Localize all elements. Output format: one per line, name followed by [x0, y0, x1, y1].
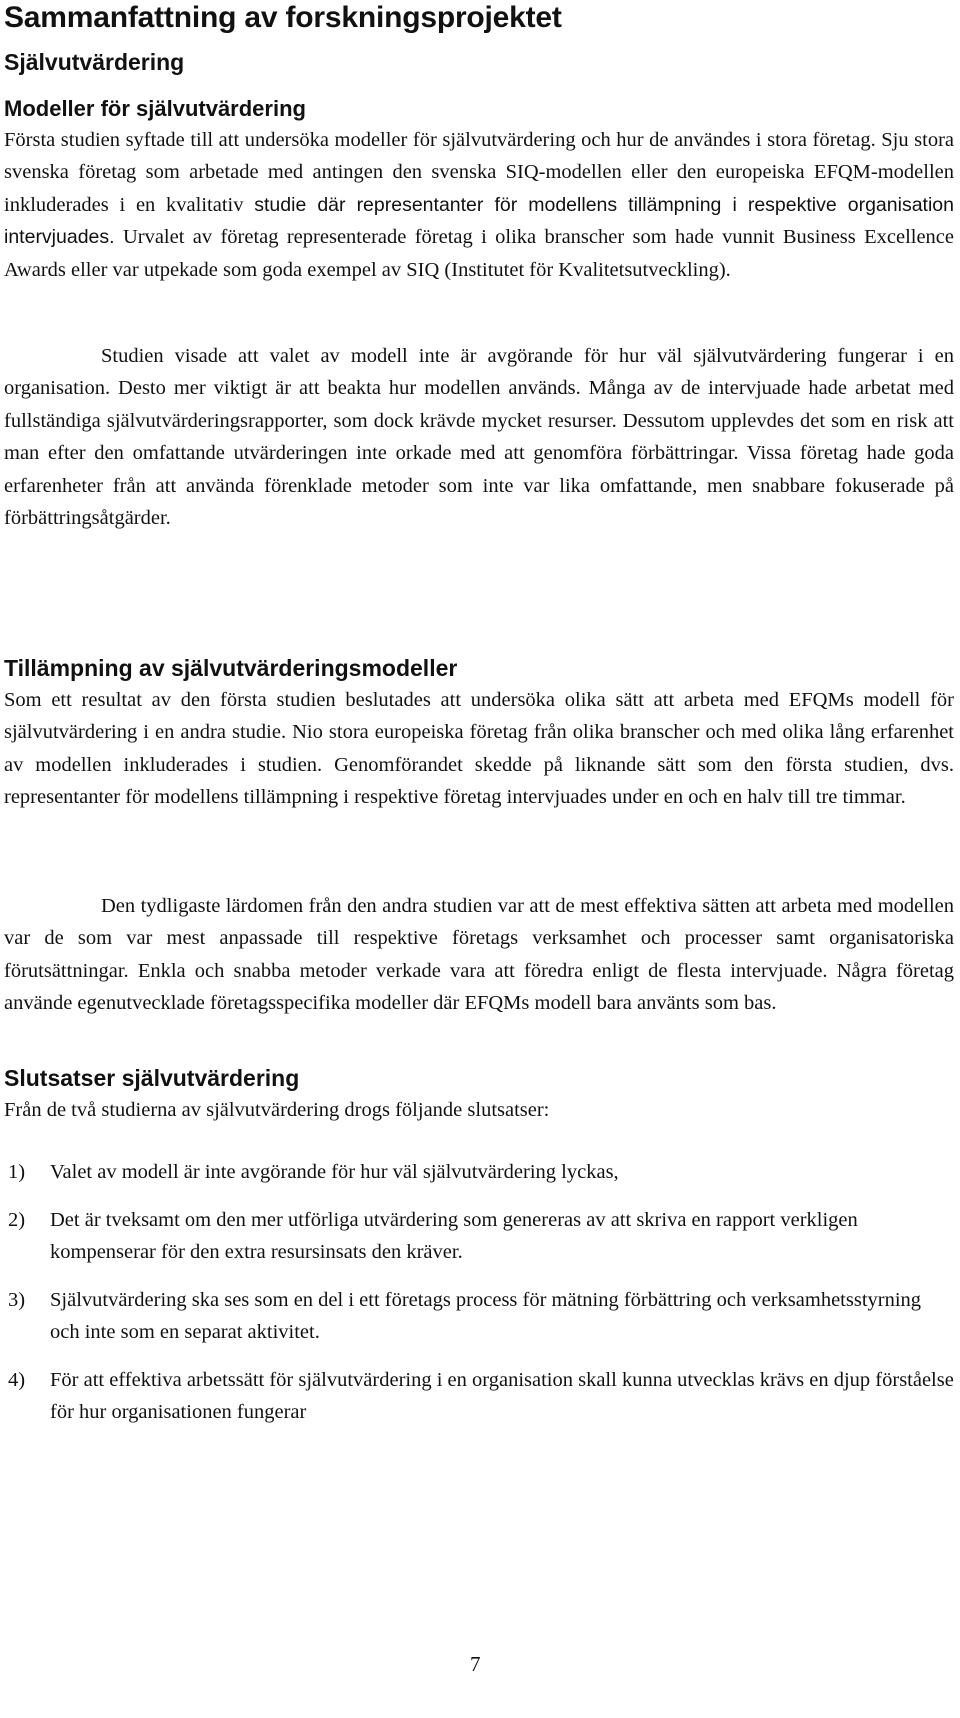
paragraph-slutsatser-intro: Från de två studierna av självutvärdering drogs följande slutsatser: — [4, 1099, 550, 1121]
paragraph-text: Studien visade att valet av modell inte är avgörande för hur väl självutvärdering fungerar i en organisation. Desto mer viktigt är att beakta hur modellen används. Många av de intervjuade hade arbetat med fullständiga självutvärderingsrapporter, som dock krävde mycket resurser. Dessutom upplevdes det som en risk att man efter den omfattande utvärderingen inte orkade med att genomföra förbättringar. Vissa företag hade goda erfarenheter från att använda förenklade metoder som inte var lika omfattande, men snabbare fokuserade på förbättringsåtgärder. — [4, 345, 954, 530]
list-item-number: 3) — [8, 1289, 26, 1311]
section-heading-tillampning: Tillämpning av självutvärderingsmodeller — [4, 655, 458, 681]
paragraph-text: Första studien syftade till att undersöka modeller för självutvärdering och hur de användes i stora företag. Sju stora svenska företag som arbetade med antingen den svenska SIQ-modellen eller den europeiska EFQM-modellen inkluderades i en kvalitativ — [4, 129, 954, 216]
paragraph-text: Urvalet av företag representerade företag i olika branscher som hade vunnit Business Excellence Awards eller var utpekade som goda exempel av SIQ (Institutet för Kvalitetsutveckling). — [4, 226, 955, 281]
list-item — [4, 1364, 954, 1428]
list-item — [4, 1156, 954, 1188]
section-heading-sjalvutvardering: Självutvärdering — [4, 49, 185, 75]
subheading-modeller: Modeller för självutvärdering — [4, 96, 306, 121]
list-item — [4, 1284, 954, 1348]
paragraph-text: Den tydligaste lärdomen från den andra studien var att de mest effektiva sätten att arbeta med modellen var de som var mest anpassade till respektive företags verksamhet och processer samt organisatoriska förutsättningar. Enkla och snabba metoder verkade vara att föredra enligt de flesta intervjuade. Några företag använde egenutvecklade företagsspecifika modeller där EFQMs modell bara använts som bas. — [4, 895, 954, 1015]
list-item-text: Valet av modell är inte avgörande för hur väl självutvärdering lyckas, — [50, 1161, 619, 1183]
list-item-number: 2) — [8, 1209, 26, 1231]
paragraph-text-sans: studie där representanter för modellens tillämpning i respektive organisation intervjuades. — [4, 193, 954, 249]
paragraph-text: Som ett resultat av den första studien beslutades att undersöka olika sätt att arbeta med EFQMs modell för självutvärdering i en andra studie. Nio stora europeiska företag från olika branscher och med olika lång erfarenhet av modellen inkluderades i studien. Genomförandet skedde på liknande sätt som den första studien, dvs. representanter för modellens tillämpning i respektive företag intervjuades under en och en halv till tre timmar. — [4, 689, 954, 809]
paragraph-tillampning-2 — [4, 890, 954, 1020]
page-title: Sammanfattning av forskningsprojektet — [4, 1, 562, 34]
page-number: 7 — [470, 1652, 481, 1676]
list-item-number: 4) — [8, 1369, 26, 1391]
list-item-text: Självutvärdering ska ses som en del i ett företags process för mätning förbättring och verksamhetsstyrning och inte som en separat aktivitet. — [50, 1289, 922, 1343]
section-heading-slutsatser: Slutsatser självutvärdering — [4, 1065, 300, 1091]
list-item — [4, 1204, 954, 1268]
conclusions-list — [4, 1156, 954, 1444]
paragraph-modeller-2 — [4, 340, 954, 534]
paragraph-tillampning-1 — [4, 684, 954, 814]
list-item-text: Det är tveksamt om den mer utförliga utvärdering som genereras av att skriva en rapport verkligen kompenserar för den extra resursinsats den kräver. — [50, 1209, 858, 1263]
paragraph-modeller-1 — [4, 124, 954, 286]
list-item-text: För att effektiva arbetssätt för självutvärdering i en organisation skall kunna utvecklas krävs en djup förståelse för hur organisationen fungerar — [50, 1369, 954, 1423]
list-item-number: 1) — [8, 1161, 26, 1183]
